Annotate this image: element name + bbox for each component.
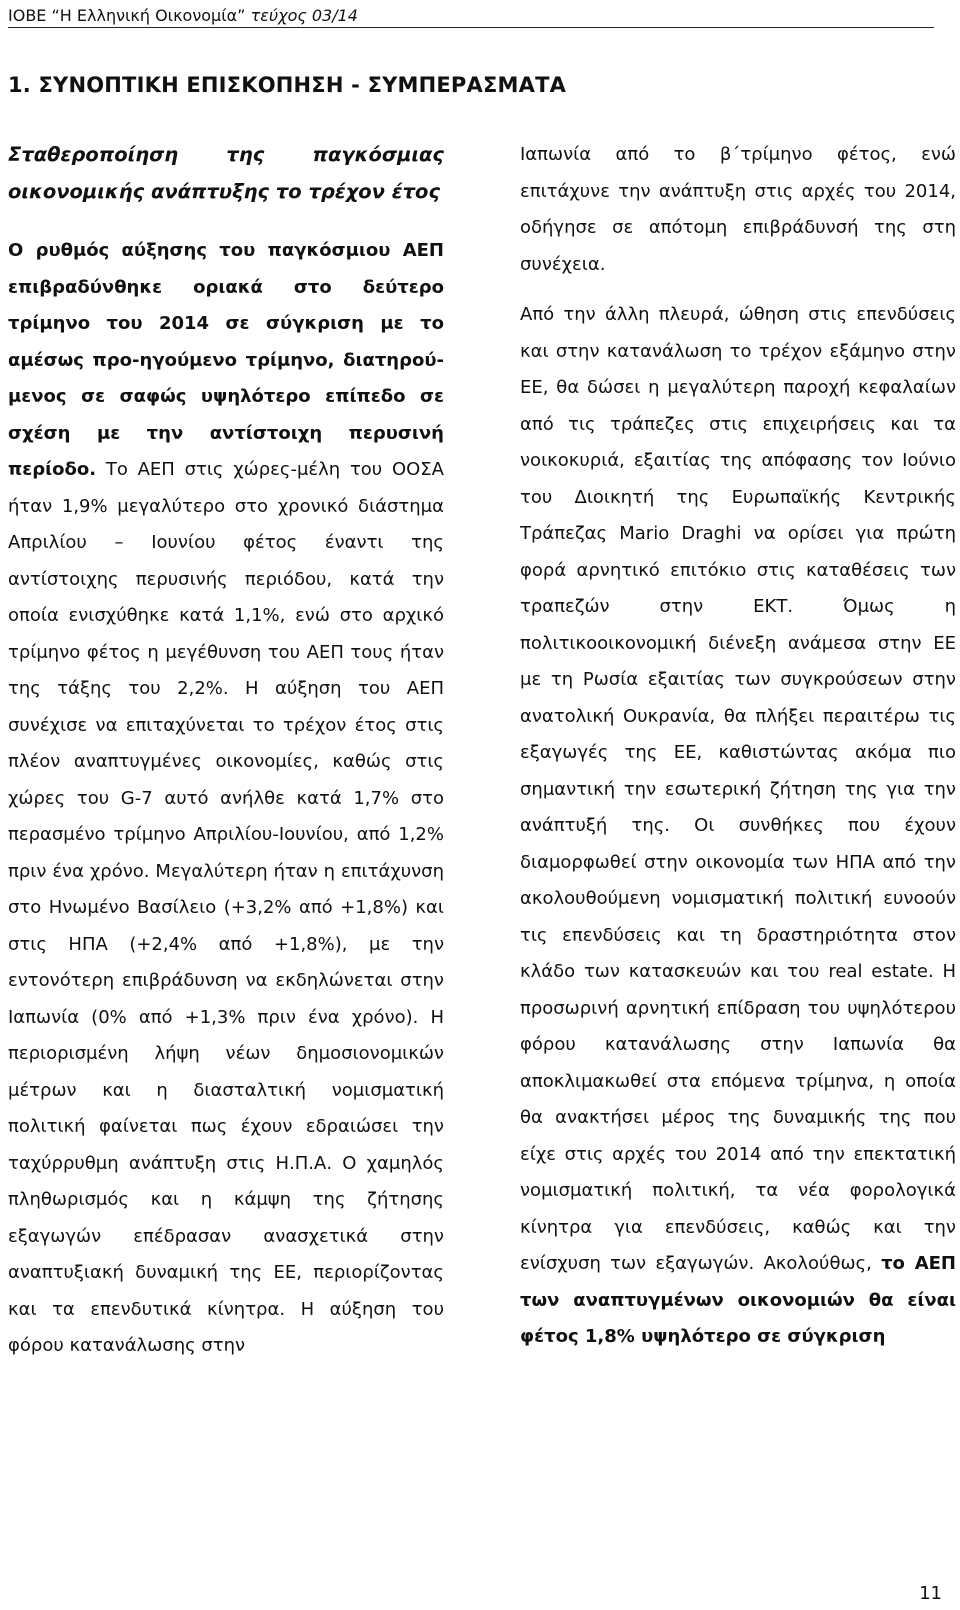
left-paragraph <box>8 233 444 1365</box>
page-number: 11 <box>919 1583 942 1604</box>
publication-title: ΙΟΒΕ “Η Ελληνική Οικονομία” <box>8 6 251 25</box>
running-header <box>8 6 934 28</box>
right-paragraph-1: Ιαπωνία από το β΄τρίμηνο φέτος, ενώ επιτάχυνε την ανάπτυξη στις αρχές του 2014, οδήγησε σε απότομη επιβράδυνσή της στη συνέχεια. <box>520 144 956 275</box>
right-paragraph-2 <box>520 297 956 1356</box>
section-title: 1. ΣΥΝΟΠΤΙΚΗ ΕΠΙΣΚΟΠΗΣΗ - ΣΥΜΠΕΡΑΣΜΑΤΑ <box>8 73 567 97</box>
lead-bold-text: Ο ρυθμός αύξησης του παγκόσμιου ΑΕΠ επιβραδύνθηκε οριακά στο δεύτερο τρίμηνο του 2014 σε σύγκριση με το αμέσως προ-ηγούμενο τρίμηνο, διατηρού-μενος σε σαφώς υψηλότερο επίπεδο σε σχέση με την αντίστοιχη περυσινή περίοδο. <box>8 240 444 480</box>
issue-number: τεύχος 03/14 <box>250 6 358 25</box>
left-body-text: Το ΑΕΠ στις χώρες-μέλη του ΟΟΣΑ ήταν 1,9% μεγαλύτερο στο χρονικό διάστημα Απριλίου – Ιουνίου φέτος έναντι της αντίστοιχης περυσινής περιόδου, κατά την οποία ενισχύθηκε κατά 1,1%, ενώ στο αρχικό τρίμηνο φέτος η μεγέθυνση του ΑΕΠ τους ήταν της τάξης του 2,2%. Η αύξηση του ΑΕΠ συνέχισε να επιταχύνεται το τρέχον έτος στις πλέον αναπτυγμένες οικονομίες, καθώς στις χώρες του G-7 αυτό ανήλθε κατά 1,7% στο περασμένο τρίμηνο Απριλίου-Ιουνίου, από 1,2% πριν ένα χρόνο. Μεγαλύτερη ήταν η επιτάχυνση στο Ηνωμένο Βασίλειο (+3,2% από +1,8%) και στις ΗΠΑ (+2,4% από +1,8%), με την εντονότερη επιβράδυνση να εκδηλώνεται στην Ιαπωνία (0% από +1,3% πριν ένα χρόνο). Η περιορισμένη λήψη νέων δημοσιονομικών μέτρων και η διασταλτική νομισματική πολιτική φαίνεται πως έχουν εδραιώσει την ταχύρρυθμη ανάπτυξη στις Η.Π.Α. Ο χαμηλός πληθωρισμός και η κάμψη της ζήτησης εξαγωγών επέδρασαν ανασχετικά στην αναπτυξιακή δυναμική της ΕΕ, περιορίζοντας και τα επενδυτικά κίνητρα. Η αύξηση του φόρου κατανάλωσης στην <box>8 459 444 1356</box>
right-column <box>520 137 956 1356</box>
subheading: Σταθεροποίηση της παγκόσμιας οικονομικής ανάπτυξης το τρέχον έτος <box>8 143 444 203</box>
left-column <box>8 137 444 1365</box>
right-body-text: Από την άλλη πλευρά, ώθηση στις επενδύσεις και στην κατανάλωση το τρέχον εξάμηνο στην ΕΕ, θα δώσει η μεγαλύτερη παροχή κεφαλαίων από τις τράπεζες στις επιχειρήσεις και τα νοικοκυριά, εξαιτίας της απόφασης τον Ιούνιο του Διοικητή της Ευρωπαϊκής Κεντρικής Τράπεζας Mario Draghi να ορίσει για πρώτη φορά αρνητικό επιτόκιο στις καταθέσεις των τραπεζών στην ΕΚΤ. Όμως η πολιτικοοικονομική διένεξη ανάμεσα στην ΕΕ με τη Ρωσία εξαιτίας των συγκρούσεων στην ανατολική Ουκρανία, θα πλήξει περαιτέρω τις εξαγωγές της ΕΕ, καθιστώντας ακόμα πιο σημαντική την εσωτερική ζήτηση της για την ανάπτυξή της. Οι συνθήκες που έχουν διαμορφωθεί στην οικονομία των ΗΠΑ από την ακολουθούμενη νομισματική πολιτική ευνοούν τις επενδύσεις και τη δραστηριότητα στον κλάδο των κατασκευών και του real estate. Η προσωρινή αρνητική επίδραση του υψηλότερου φόρου κατανάλωσης στην Ιαπωνία θα αποκλιμακωθεί στα επόμενα τρίμηνα, η οποία θα ανακτήσει μέρος της δυναμικής της που είχε στις αρχές του 2014 από την επεκτατική νομισματική πολιτική, τα νέα φορολογικά κίνητρα για επενδύσεις, καθώς και την ενίσχυση των εξαγωγών. Ακολούθως, <box>520 304 956 1274</box>
right-bold-text: το ΑΕΠ των αναπτυγμένων οικονομιών θα είναι φέτος 1,8% υψηλότερο σε σύγκριση <box>520 1253 956 1347</box>
